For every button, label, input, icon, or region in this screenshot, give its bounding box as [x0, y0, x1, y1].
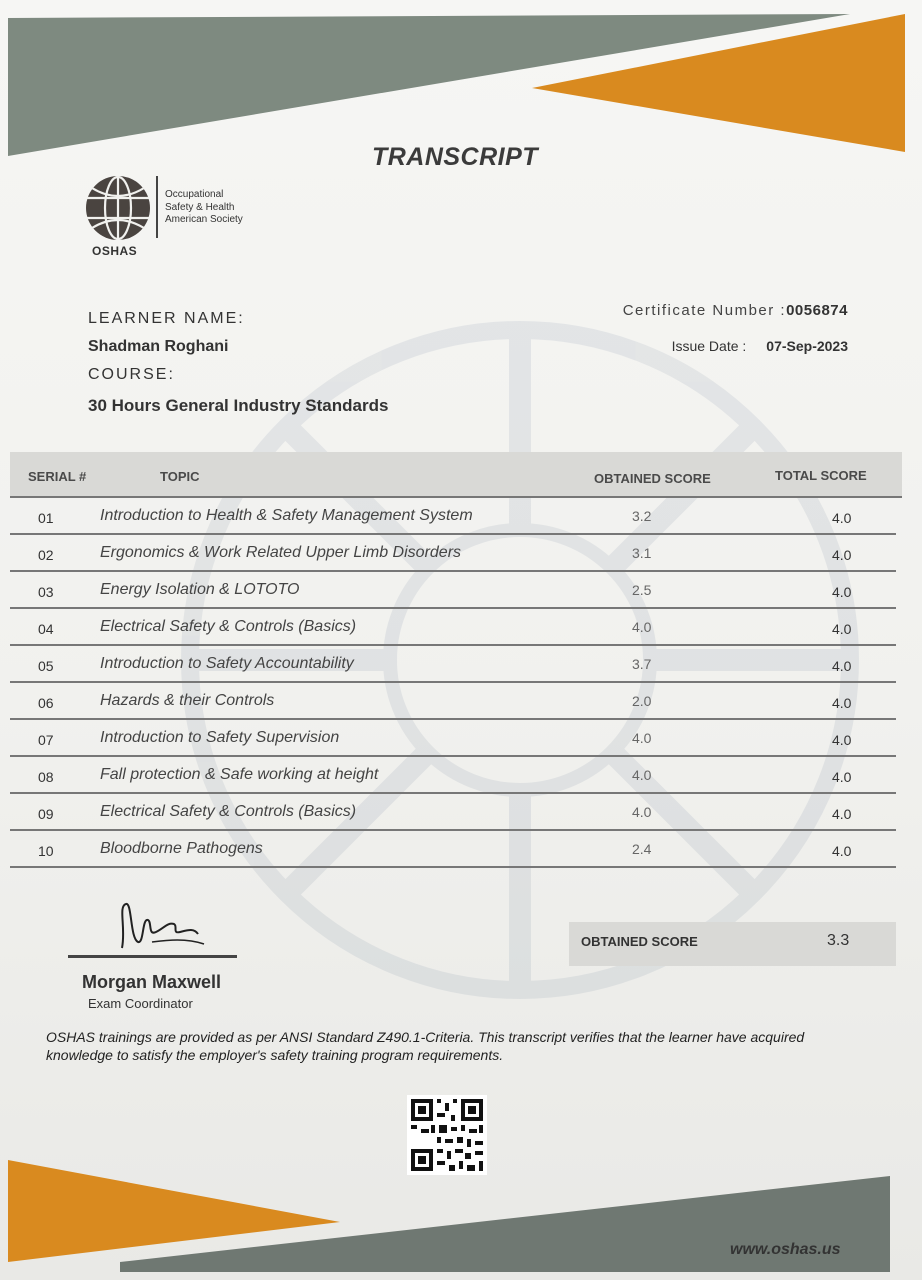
header-topic: TOPIC [160, 469, 200, 484]
issue-date-label: Issue Date : [671, 338, 747, 354]
website-url[interactable]: www.oshas.us [730, 1241, 841, 1258]
score-table [10, 498, 896, 868]
row-topic: Energy Isolation & LOTOTO [100, 581, 300, 598]
row-obtained-score: 2.4 [632, 841, 652, 857]
row-serial: 06 [38, 695, 54, 711]
issue-date-value: 07-Sep-2023 [766, 338, 848, 354]
course-name: 30 Hours General Industry Standards [88, 396, 389, 415]
table-row [10, 646, 896, 683]
row-topic: Introduction to Safety Supervision [100, 729, 340, 746]
row-serial: 10 [38, 843, 54, 859]
certificate-number-label: Certificate Number : [622, 302, 787, 319]
course-label: COURSE: [88, 366, 175, 383]
table-row [10, 535, 896, 572]
row-topic: Hazards & their Controls [100, 692, 275, 709]
signature-line [68, 955, 237, 958]
row-serial: 04 [38, 621, 54, 637]
row-obtained-score: 4.0 [632, 804, 652, 820]
table-row [10, 683, 896, 720]
header-serial: SERIAL # [28, 469, 87, 484]
summary-value: 3.3 [827, 932, 850, 949]
logo-divider [156, 176, 158, 238]
table-row [10, 757, 896, 794]
row-topic: Electrical Safety & Controls (Basics) [100, 803, 357, 820]
row-topic: Bloodborne Pathogens [100, 840, 263, 857]
learner-name-label: LEARNER NAME: [88, 310, 245, 327]
row-obtained-score: 3.2 [632, 508, 652, 524]
table-row [10, 794, 896, 831]
row-serial: 05 [38, 658, 54, 674]
row-topic: Introduction to Health & Safety Management System [100, 507, 473, 524]
certificate-number [623, 302, 848, 319]
row-obtained-score: 4.0 [632, 730, 652, 746]
row-total-score: 4.0 [832, 658, 852, 674]
accreditation-note: OSHAS trainings are provided as per ANSI Standard Z490.1-Criteria. This transcript verifies that the learner have acquired knowledge to satisfy the employer's safety training program requirements. [46, 1029, 805, 1063]
table-row [10, 720, 896, 757]
header-total-score: TOTAL SCORE [775, 468, 867, 483]
row-topic: Introduction to Safety Accountability [100, 655, 354, 672]
signature-icon [108, 898, 218, 956]
row-serial: 02 [38, 547, 54, 563]
learner-name: Shadman Roghani [88, 338, 229, 355]
row-total-score: 4.0 [832, 621, 852, 637]
document-title: TRANSCRIPT [371, 143, 539, 171]
row-serial: 03 [38, 584, 54, 600]
row-total-score: 4.0 [832, 806, 852, 822]
row-total-score: 4.0 [832, 547, 852, 563]
org-abbreviation: OSHAS [92, 244, 138, 258]
row-total-score: 4.0 [832, 843, 852, 859]
row-obtained-score: 4.0 [632, 767, 652, 783]
header-obtained-score: OBTAINED SCORE [594, 471, 711, 486]
row-obtained-score: 2.5 [632, 582, 652, 598]
row-serial: 08 [38, 769, 54, 785]
issue-date [672, 338, 848, 354]
signatory-role: Exam Coordinator [88, 996, 193, 1011]
table-row [10, 609, 896, 646]
row-total-score: 4.0 [832, 732, 852, 748]
row-total-score: 4.0 [832, 510, 852, 526]
row-topic: Electrical Safety & Controls (Basics) [100, 618, 357, 635]
obtained-score-summary [569, 922, 896, 966]
org-full-name: Occupational Safety & Health American Society [165, 189, 243, 225]
row-serial: 09 [38, 806, 54, 822]
row-obtained-score: 4.0 [632, 619, 652, 635]
table-header [10, 452, 902, 498]
row-obtained-score: 3.7 [632, 656, 652, 672]
row-total-score: 4.0 [832, 584, 852, 600]
row-obtained-score: 3.1 [632, 545, 652, 561]
qr-code-icon[interactable] [407, 1095, 487, 1175]
row-total-score: 4.0 [832, 769, 852, 785]
row-topic: Ergonomics & Work Related Upper Limb Disorders [100, 544, 462, 561]
row-obtained-score: 2.0 [632, 693, 652, 709]
row-serial: 01 [38, 510, 54, 526]
table-row [10, 831, 896, 868]
certificate-number-value: 0056874 [786, 302, 848, 319]
table-row [10, 572, 896, 609]
row-topic: Fall protection & Safe working at height [100, 766, 379, 783]
table-row [10, 498, 896, 535]
globe-logo-icon [84, 174, 152, 242]
row-serial: 07 [38, 732, 54, 748]
row-total-score: 4.0 [832, 695, 852, 711]
summary-label: OBTAINED SCORE [581, 934, 698, 949]
signatory-name: Morgan Maxwell [82, 972, 222, 992]
